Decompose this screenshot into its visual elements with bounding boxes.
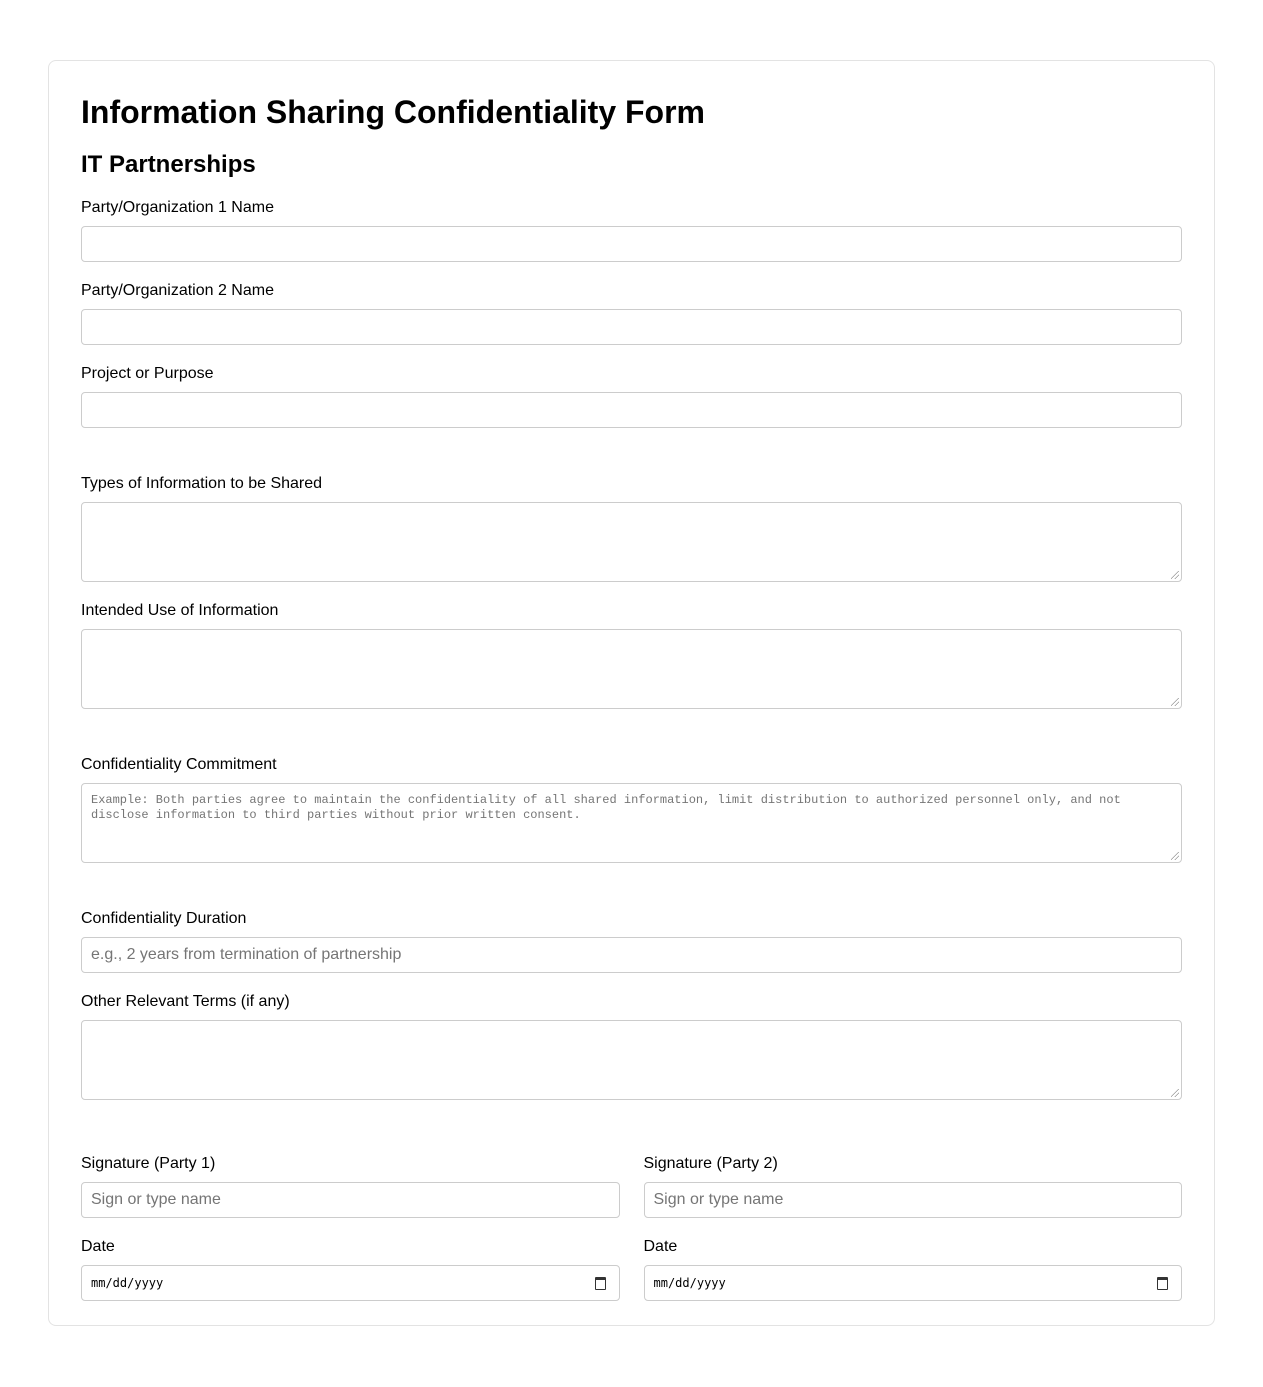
duration-field bbox=[81, 910, 1182, 973]
party1-field bbox=[81, 199, 1182, 262]
signature1-placeholder: Sign or type name bbox=[91, 1191, 221, 1208]
types-textarea[interactable] bbox=[81, 502, 1182, 582]
duration-placeholder: e.g., 2 years from termination of partnership bbox=[91, 946, 402, 963]
calendar-icon[interactable] bbox=[1157, 1277, 1168, 1290]
resize-handle-icon[interactable] bbox=[1171, 571, 1179, 579]
use-field bbox=[81, 602, 1182, 709]
other-terms-textarea[interactable] bbox=[81, 1020, 1182, 1100]
signature2-label: Signature (Party 2) bbox=[643, 1155, 778, 1172]
other-terms-label: Other Relevant Terms (if any) bbox=[81, 993, 290, 1010]
resize-handle-icon[interactable] bbox=[1171, 698, 1179, 706]
signature2-input[interactable] bbox=[644, 1182, 1183, 1218]
duration-label: Confidentiality Duration bbox=[81, 910, 247, 927]
other-terms-field bbox=[81, 993, 1182, 1100]
date2-label: Date bbox=[643, 1238, 678, 1255]
signature1-field bbox=[81, 1155, 620, 1218]
signature-row bbox=[81, 1155, 1182, 1218]
types-label: Types of Information to be Shared bbox=[81, 475, 323, 492]
date1-input[interactable] bbox=[81, 1265, 620, 1301]
duration-input[interactable] bbox=[81, 937, 1182, 973]
project-field bbox=[81, 365, 1182, 428]
section-title: IT Partnerships bbox=[81, 151, 256, 178]
calendar-icon[interactable] bbox=[595, 1277, 606, 1290]
signature2-placeholder: Sign or type name bbox=[653, 1191, 784, 1208]
project-label: Project or Purpose bbox=[81, 365, 214, 382]
signature2-field bbox=[644, 1155, 1183, 1218]
project-input[interactable] bbox=[81, 392, 1182, 428]
date2-input[interactable] bbox=[644, 1265, 1183, 1301]
use-label: Intended Use of Information bbox=[81, 602, 279, 619]
party2-label: Party/Organization 2 Name bbox=[81, 282, 274, 299]
date2-field bbox=[644, 1238, 1183, 1301]
resize-handle-icon[interactable] bbox=[1171, 1089, 1179, 1097]
commitment-field bbox=[81, 756, 1182, 863]
party2-input[interactable] bbox=[81, 309, 1182, 345]
date-row bbox=[81, 1238, 1182, 1301]
page-title: Information Sharing Confidentiality Form bbox=[81, 94, 705, 130]
use-textarea[interactable] bbox=[81, 629, 1182, 709]
form-card bbox=[48, 60, 1215, 1326]
party1-label: Party/Organization 1 Name bbox=[81, 199, 274, 216]
party2-field bbox=[81, 282, 1182, 345]
commitment-placeholder: Example: Both parties agree to maintain the confidentiality of all shared information, limit distribution to authorized personnel only, and not disclose information to third parties without prior written consent. bbox=[91, 793, 1121, 822]
date1-placeholder: mm/dd/yyyy bbox=[91, 1276, 164, 1290]
signature1-label: Signature (Party 1) bbox=[81, 1155, 216, 1172]
types-field bbox=[81, 475, 1182, 582]
signature1-input[interactable] bbox=[81, 1182, 620, 1218]
date2-placeholder: mm/dd/yyyy bbox=[653, 1276, 726, 1290]
commitment-label: Confidentiality Commitment bbox=[81, 756, 277, 773]
commitment-textarea[interactable] bbox=[81, 783, 1182, 863]
party1-input[interactable] bbox=[81, 226, 1182, 262]
date1-label: Date bbox=[81, 1238, 115, 1255]
date1-field bbox=[81, 1238, 620, 1301]
resize-handle-icon[interactable] bbox=[1171, 852, 1179, 860]
